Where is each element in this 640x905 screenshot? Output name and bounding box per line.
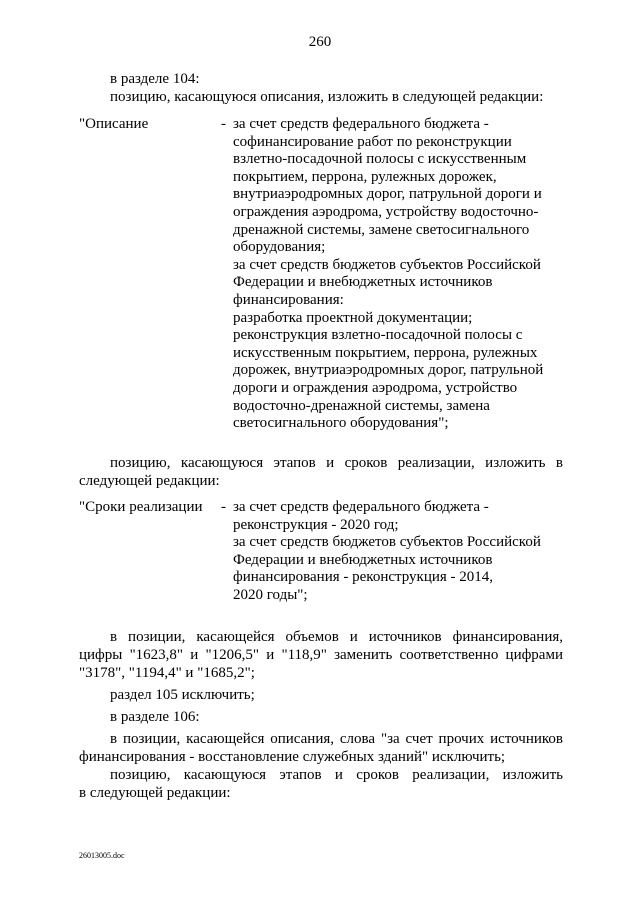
description-line: софинансирование работ по реконструкции [233,133,512,150]
section-104-heading: в разделе 104: [110,71,200,87]
description-line: Федерации и внебюджетных источников [233,274,493,291]
stages-line: реконструкция - 2020 год; [233,516,399,533]
description-line: ограждения аэродрома, устройству водосточно- [233,203,539,220]
description-line: оборудования; [233,239,326,256]
stages-line: за счет средств бюджетов субъектов Российской [233,534,541,551]
page-number: 260 [308,34,332,50]
stages-intro-line1: позицию, касающуюся этапов и сроков реализации, изложить в [110,455,563,471]
section-106-stages-line2: в следующей редакции: [79,785,231,801]
description-line: дороги и ограждения аэродрома, устройство [233,379,518,396]
description-line: взлетно-посадочной полосы с искусственным [233,151,527,168]
stages-text [233,499,541,605]
section-106-desc-line2: финансирования - восстановление служебных зданий" исключить; [79,749,506,765]
description-line: реконструкция взлетно-посадочной полосы с [233,327,523,344]
description-line: за счет средств федерального бюджета - [233,116,489,132]
stages-line: 2020 годы"; [233,586,308,603]
description-line: дренажной системы, замене светосигнального [233,221,530,238]
description-dash: - [221,116,226,132]
description-line: водосточно-дренажной системы, замена [233,397,490,414]
description-line: покрытием, перрона, рулежных дорожек, [233,168,497,185]
stages-line: Федерации и внебюджетных источников [233,551,493,568]
stages-dash: - [221,499,226,515]
section-104-intro: позицию, касающуюся описания, изложить в следующей редакции: [110,89,544,105]
section-106-heading: в разделе 106: [110,709,200,725]
stages-label: "Сроки реализации [79,499,203,515]
description-line: светосигнального оборудования"; [233,415,449,432]
funding-line2: цифры "1623,8" и "1206,5" и "118,9" заменить соответственно цифрами [79,647,563,663]
stages-line: финансирования - реконструкция - 2014, [233,569,494,586]
description-text [233,116,543,433]
section-106-stages-line1: позицию, касающуюся этапов и сроков реализации, изложить [110,767,563,783]
description-line: искусственным покрытием, перрона, рулежных [233,344,538,361]
stages-line: за счет средств федерального бюджета - [233,499,489,515]
footer-filename: 26013005.doc [79,851,125,860]
funding-line3: "3178", "1194,4" и "1685,2"; [79,665,255,681]
description-label: "Описание [79,116,149,132]
funding-line1: в позиции, касающейся объемов и источников финансирования, [110,629,563,645]
stages-intro-line2: следующей редакции: [79,473,220,489]
description-line: разработка проектной документации; [233,309,473,326]
description-line: дорожек, внутриаэродромных дорог, патрульной [233,362,544,379]
section-105: раздел 105 исключить; [110,687,255,703]
section-106-desc-line1: в позиции, касающейся описания, слова "за счет прочих источников [110,731,563,747]
description-line: за счет средств бюджетов субъектов Российской [233,256,541,273]
description-line: внутриаэродромных дорог, патрульной дороги и [233,186,542,203]
description-line: финансирования: [233,291,344,308]
